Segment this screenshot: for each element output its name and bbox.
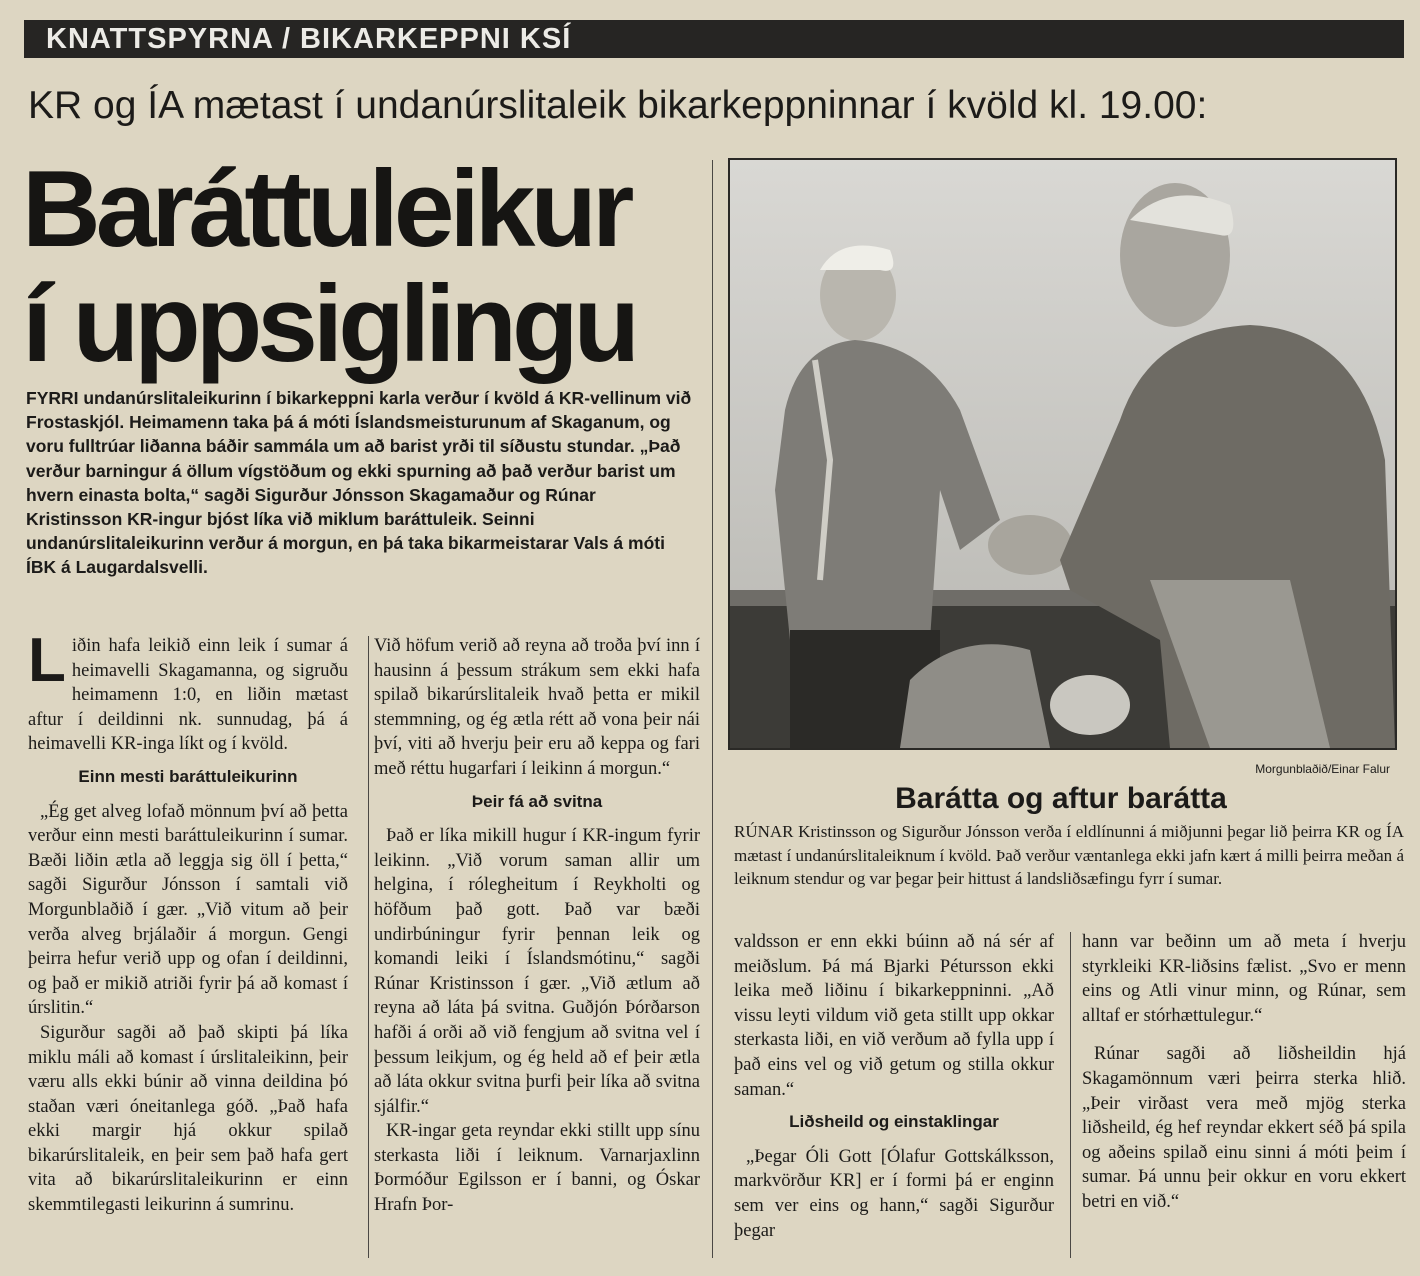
col2-subheading: Þeir fá að svitna — [471, 791, 603, 811]
photo-caption-title: Barátta og aftur barátta — [895, 782, 1227, 815]
handshake-photo — [728, 158, 1397, 750]
col2-paragraph-1: Við höfum verið að reyna að troða því inn í hausinn á þessum strákum sem ekki hafa spilað bikarúrslitaleik hvað þetta er mikil stemmning, og ég ætla rétt að vona þeir nái því, viti að hverju þeir eru að keppa og fari með réttu hugarfari í leikinn á morgun.“ — [374, 636, 700, 779]
col3-subheading: Liðsheild og einstaklingar — [789, 1112, 999, 1132]
article-column-2 — [374, 634, 700, 1218]
headline-line-1: Baráttuleikur — [22, 148, 630, 270]
column-rule — [368, 636, 369, 1258]
drop-cap: L — [28, 626, 66, 695]
headline — [22, 148, 712, 385]
headline-line-2: í uppsiglingu — [22, 263, 636, 385]
col1-subheading: Einn mesti baráttuleikurinn — [78, 766, 298, 786]
article-column-1 — [28, 626, 348, 1218]
col3-paragraph-1: valdsson er enn ekki búinn að ná sér af meiðslum. Þá má Bjarki Pétursson ekki leika með liðinu í bikarkeppninni. „Að vissu leyti vildum við geta stillt upp okkar sterkasta liði, en við verðum að fylla upp í það eins vel og við getum og stilla okkur saman.“ — [734, 932, 1054, 1100]
overline-subhead: KR og ÍA mætast í undanúrslitaleik bikarkeppninnar í kvöld kl. 19.00: — [28, 84, 1208, 127]
column-rule — [1070, 932, 1071, 1258]
col3-paragraph-2: „Þegar Óli Gott [Ólafur Gottskálksson, markvörður KR] er í formi þá er enginn sem ver eins og hann,“ sagði Sigurður þegar — [734, 1146, 1054, 1241]
col1-paragraph-1-text: iðin hafa leikið einn leik í sumar á heimavelli Skagamanna, og sigruðu heimamenn 1:0, en liðin mætast aftur í deildinni nk. sunnudag, þá á heimavelli KR-inga líkt og í kvöld. — [28, 636, 348, 755]
col2-paragraph-2: Það er líka mikill hugur í KR-ingum fyrir leikinn. „Við vorum saman allir um helgina, í rólegheitum í Reykholti og höfðum það gott. Það var bæði undirbúningur fyrir þennan leik og komandi leiki í Íslandsmótinu,“ sagði Rúnar Kristinsson í gær. „Við ætlum að reyna að láta þá svitna. Guðjón Þórðarson hafði á orði að við fengjum að svitna vel í þessum leikjum, og ég held að ef þeir ætla að láta okkur svitna þurfi þeir líka að svitna sjálfir.“ — [374, 826, 700, 1117]
column-rule — [712, 160, 713, 1258]
col1-paragraph-2: „Ég get alveg lofað mönnum því að þetta verður einn mesti baráttuleikurinn í sumar. Bæði liðin ætla að leggja sig öll í þetta,“ sagði Sigurður Jónsson í samtali við Morgunblaðið í gær. „Við vitum að þeir verða alveg brjálaðir á morgun. Gengi þeirra hefur verið upp og ofan í deildinni, og það er mikið atriði fyrir þá að komast í úrslitin.“ — [28, 801, 348, 1019]
col2-paragraph-3: KR-ingar geta reyndar ekki stillt upp sínu sterkasta liði í leiknum. Varnarjaxlinn Þormóður Egilsson er í banni, og Óskar Hrafn Þor- — [374, 1121, 700, 1216]
lead-paragraph: FYRRI undanúrslitaleikurinn í bikarkeppni karla verður í kvöld á KR-vellinum við Frostaskjól. Heimamenn taka þá á móti Íslandsmeisturunum af Skaganum, og voru fulltrúar liðanna báðir sammála um að barist yrði til síðustu stundar. „Það verður barningur á öllum vígstöðum og ekki spurning að það verður barist um hvern einasta bolta,“ sagði Sigurður Jónsson Skagamaður og Rúnar Kristinsson KR-ingur bjóst líka við miklum baráttuleik. Seinni undanúrslitaleikurinn verður á morgun, en þá taka bikarmeistarar Vals á móti ÍBK á Laugardalsvelli. — [26, 388, 692, 578]
section-kicker: KNATTSPYRNA / BIKARKEPPNI KSÍ — [46, 23, 572, 55]
article-column-4 — [1082, 930, 1406, 1215]
article-column-3 — [734, 930, 1054, 1243]
col1-paragraph-3: Sigurður sagði að það skipti þá líka miklu máli að komast í úrslitaleikinn, þeir væru alls ekki búnir að vinna deildina þó staðan væri óneitanlega góð. „Það hafa ekki margir hjá okkur spilað bikarúrslitaleik, en þeir sem það hafa gert vita að bikarúrslitaleikurinn er einn skemmtilegasti leikurinn á sumrinu. — [28, 1022, 348, 1216]
photo-illustration — [730, 160, 1395, 748]
col4-paragraph-1: hann var beðinn um að meta í hverju styrkleiki KR-liðsins fælist. „Svo er menn eins og Atli vinur minn, og Rúnar, sem alltaf er stórhættulegur.“ — [1082, 932, 1406, 1026]
col4-paragraph-2: Rúnar sagði að liðsheildin hjá Skagamönnum væri þeirra sterka hlið. „Þeir virðast vera með mjög sterka liðsheild, ég hef reyndar ekkert séð þá spila og aðeins spilað einu sinni á móti þeim í sumar. Þá unnu þeir okkur en voru ekkert betri en við.“ — [1082, 1044, 1406, 1212]
photo-credit: Morgunblaðið/Einar Falur — [1255, 762, 1390, 776]
col1-paragraph-1 — [28, 626, 348, 757]
photo-caption-text: RÚNAR Kristinsson og Sigurður Jónsson verða í eldlínunni á miðjunni þegar lið þeirra KR og ÍA mætast í undanúrslitaleiknum í kvöld. Það verður væntanlega ekki jafn kært á milli þeirra meðan á leiknum stendur og var þegar þeir hittust á landsliðsæfingu fyrr í sumar. — [734, 822, 1404, 888]
